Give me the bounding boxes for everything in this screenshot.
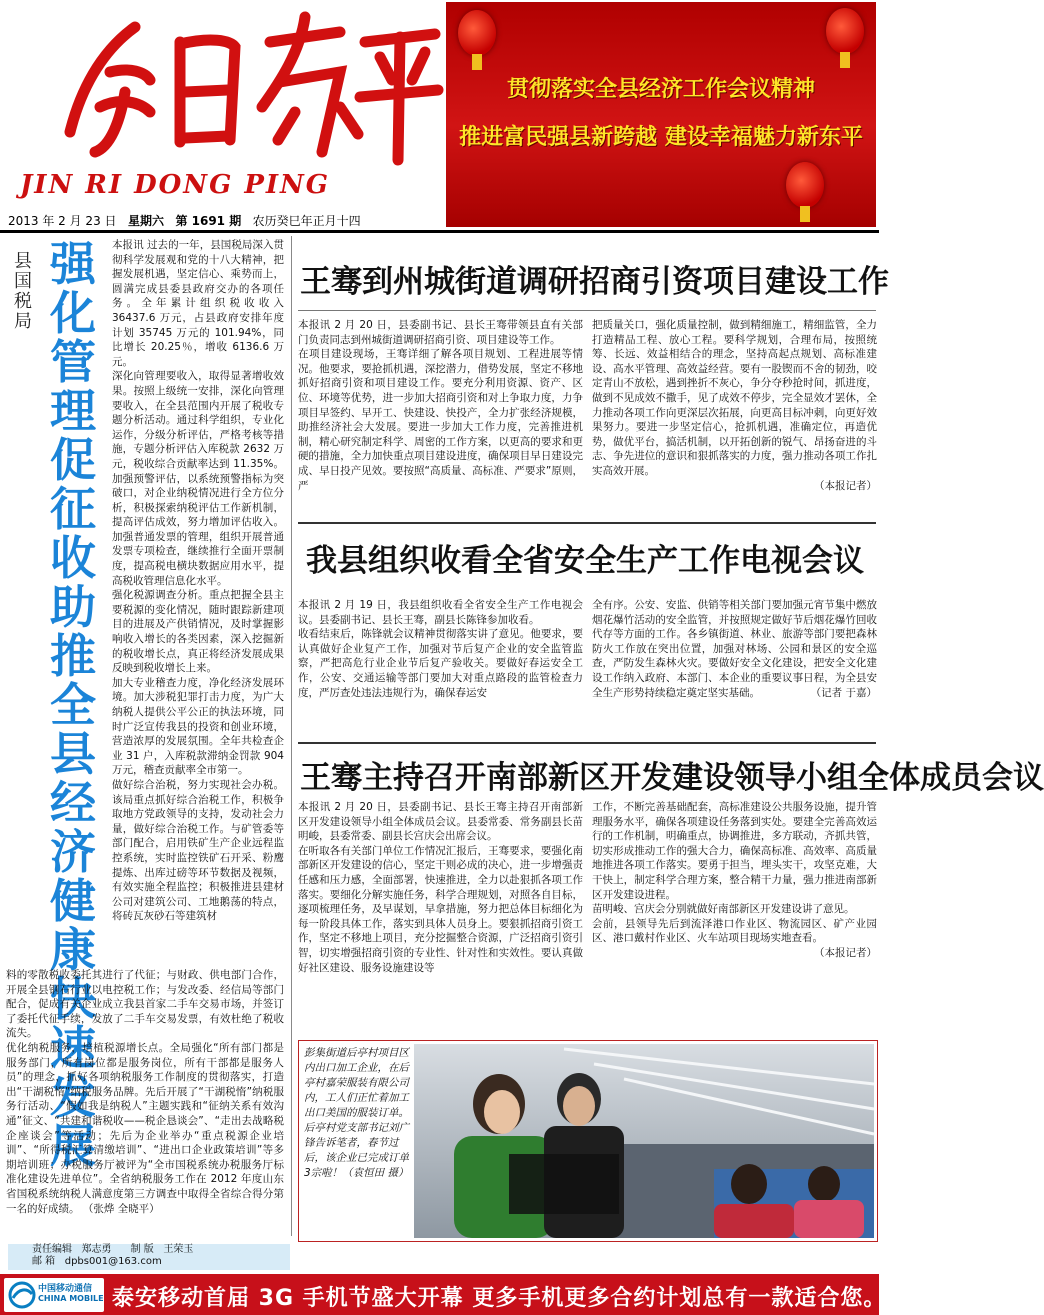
masthead-logo bbox=[40, 12, 440, 162]
article1-col-right bbox=[592, 318, 877, 514]
article1-col-left: 本报讯 2 月 20 日，县委副书记、县长王骞带领县直有关部门负责同志到州城街道调研招商引资、项目建设等工作。 在项目建设现场，王骞详细了解各项目规划、工程进展等情况。他要求，要抢抓机遇，深挖潜力，借势发展，坚定不移地抓好招商引资和项目建设工作。要充分利用资源、资产、区位、环境等优势，进一步加大招商引资和对上争取力度，力争项目早签约、早开工、快建设、快投产，全力扩张经济规模，助推经济社会大发展。要进一步加大工作力度，完善推进机制，精心研究制定科学、周密的工作方案，以更高的要求和更硬的措施，全力加快重点项目建设进度，确保项目早日建设完成、早日投产见效。要按照“高质量、高标准、严要求”原则，严 bbox=[298, 319, 583, 492]
lunar-date: 农历癸巳年正月十四 bbox=[252, 214, 361, 228]
article3-byline: （本报记者） bbox=[814, 946, 877, 959]
column-divider bbox=[291, 236, 292, 1236]
layout-name: 王荣玉 bbox=[163, 1244, 194, 1255]
divider bbox=[298, 522, 876, 524]
factory-workers-photo bbox=[414, 1044, 874, 1238]
side-body-top: 本报讯 过去的一年，县国税局深入贯彻科学发展观和党的十八大精神，把握发展机遇，坚定信心、乘势而上，圆满完成县委县政府交办的各项任务。全年累计组织税收收入 36437.6 万元，占县政府安排年度计划 35745 万元的 101.94%，同比增长 20.25％，增收 6136.6 万元。 深化向管理要收入，取得显著增收效果。按照上级统一安排，深化向管理要收入，在全县范围内开展了税收专题分析活动。通过科学组织，专业化运作，分级分析评估，严格考核等措施，专题分析评估入库税款 2632 万元，税收综合贡献率达到 11.35%。加强预警评估，以系统预警指标为突破口，对企业纳税情况进行全方位分析，积极探索纳税评估工作新机制，提高评估成效，努力增加评估收入。加强普通发票的管理，组织开展普通发票专项检查，继续推行全面开票制度，提高税电横块数据应用水平，提高税收管理信息化水平。 强化税源调查分析。重点把握全县主要税源的变化情况，随时跟踪新建项目的进展及产供销情况，及时掌握影响收入增长的各类因素，深入挖掘新的税收增长点，真正将经济发展成果反映到税收增长上来。 加大专业稽查力度，净化经济发展环境。加大涉税犯罪打击力度，为广大纳税人提供公平公正的执法环境，同时广泛宣传我县的投资和创业环境，营造浓厚的发展氛围。全年共检查企业 31 户，入库税款滞纳金罚款 904 万元，稽查贡献率全市第一。 做好综合治税，努力实现社会办税。该局重点抓好综合治税工作，积极争取地方党政领导的支持，发动社会力量，做好综合治税工作。与矿管委等部门配合，启用铁矿生产企业远程监控系统，实时监控铁矿石开采、粉鹰提炼、出库过磅等环节数据及视频，有效实施全程监控；积极推进县建材公司对建筑公司、工地鹅荡的特点，将砖瓦灰砂石等建筑材 bbox=[112, 239, 284, 923]
banner-line-1: 贯彻落实全县经济工作会议精神 bbox=[506, 77, 815, 102]
editors-box bbox=[8, 1244, 290, 1270]
calligraphy-logo-graphic bbox=[40, 12, 440, 162]
masthead-rule bbox=[0, 230, 879, 233]
lantern-icon bbox=[458, 10, 496, 56]
lantern-icon bbox=[786, 162, 824, 208]
divider bbox=[298, 742, 876, 744]
issue-weekday: 星期六 bbox=[127, 214, 164, 228]
email-label: 邮 箱 bbox=[32, 1256, 56, 1267]
masthead-pinyin: JIN RI DONG PING bbox=[20, 170, 331, 200]
china-mobile-cn: 中国移动通信 bbox=[38, 1284, 93, 1294]
editors-line-1 bbox=[32, 1244, 290, 1256]
article3-col-right-text: 工作，不断完善基础配套，高标准建设公共服务设施，提升管理服务水平，确保各项建设任务落到实处。要建全完善高效运行的工作机制，明确重点，协调推进，多方联动，齐抓共管，切实形成推动工作的强大合力，确保高标准、高效率、高质量地推进各项工作落实。要勇于担当，埋头实干，攻坚克难，大干快上，制定科学合理方案，整合精干力量，强力推进南部新区开发建设进程。 苗明峻、宫庆会分别就做好南部新区开发建设讲了意见。 会前，县领导先后到流泽港口作业区、物流园区、矿产业园区、港口戴村作业区、火车站项目现场实地查看。 bbox=[592, 801, 877, 945]
dateline bbox=[8, 212, 448, 229]
article1-headline: 王骞到州城街道调研招商引资项目建设工作 bbox=[300, 264, 889, 300]
article1-col-right-text: 把质量关口，强化质量控制，做到精细施工，精细监管，全力打造精品工程、放心工程。要科学规划，合理布局，按照统筹、长远、效益相结合的理念，坚持高起点规划、高标准建设、高水平管理、高效益经营。要有一股锲而不舍的韧劲，咬定青山不放松，遇到挫折不灰心，争分夺秒抢时间，抓进度，做到不见成效不撒手，见了成效不停步，完全显效才罢休，全力推动各项工作向更深层次拓展，向更高目标冲刺，向更好效果努力。要进一步坚定信心，抢抓机遇，准确定位，再造优势，做优平台，搞活机制，以开拓创新的锐气、昂扬奋进的斗志、争先进位的意识和狠抓落实的力度，强力推动各项工作扎实高效开展。 bbox=[592, 319, 877, 477]
divider bbox=[298, 310, 876, 311]
ad-text: 泰安移动首届 3G 手机节盛大开幕 更多手机更多合约计划总有一款适合您。 bbox=[112, 1286, 887, 1311]
email-value: dpbs001@163.com bbox=[64, 1256, 162, 1267]
editor-label: 责任编辑 bbox=[32, 1244, 72, 1255]
issue-date: 2013 年 2 月 23 日 bbox=[8, 214, 117, 228]
banner-line-2: 推进富民强县新跨越 建设幸福魅力新东平 bbox=[459, 125, 863, 150]
side-body-bottom: 料的零散税收委托其进行了代征；与财政、供电部门合作，开展全县钢石行业以电控税工作；与发改委、经信局等部门配合，促成有关企业成立我县首家二手车交易市场，并签订了委托代征手续，发放了二手车交易发票，有效杜绝了税收流失。 优化纳税服务，培植税源增长点。全局强化“所有部门都是服务部门，所有岗位都是服务岗位，所有干部都是服务人员”的理念，抓好各项纳税服务工作制度的贯彻落实，打造出“干湖税惰”纳税服务品牌。先后开展了“干湖税惰”纳税服务行活动、“假如我是纳税人”主题实践和“征纳关系有效沟通”征文、“共建和谐税收——税企恳谈会”、“走出去战略税企座谈会”等活动；先后为企业举办“重点税源企业培训”、“所得税汇算清缴培训”、“进出口企业政策培训”等多期培训班；办税服务厅被评为“全市国税系统办税服务厅标准化建设先进单位”。全省纳税服务工作在 2012 年度山东省国税系统纳税人满意度第三方调查中取得全省综合得分第一名的好成绩。 （张烨 全晓平） bbox=[6, 969, 284, 1215]
article2-col-left: 本报讯 2 月 19 日，我县组织收看全省安全生产工作电视会议。县委副书记、县长王骞，副县长陈锋参加收看。 收看结束后，陈锋就会议精神贯彻落实讲了意见。他要求，要认真做好企业复产工作，加强对节后复产企业的安全监管监察，严把高危行业企业节后复产验收关。要做好春运安全工作，公安、交通运输等部门要加大对重点路段的监管检查力度，严厉查处违法违规行为，确保春运安 bbox=[298, 599, 583, 699]
side-headline: 强化管理促征收 助推全县经济健康快速发展 bbox=[50, 237, 96, 1173]
photo-caption: 彭集街道后亭村项目区内出口加工企业，在后亭村嘉荣服装有限公司内，工人们正忙着加工出口美国的服装订单。后亭村党支部书记刘广锋告诉笔者，春节过后，该企业已完成订单3宗啦！（袁恒田 摄） bbox=[304, 1047, 409, 1179]
china-mobile-en: CHINA MOBILE bbox=[38, 1294, 104, 1303]
article3-headline: 王骞主持召开南部新区开发建设领导小组全体成员会议 bbox=[300, 760, 1044, 796]
article2-col-right-text: 全有序。公安、安监、供销等相关部门要加强元宵节集中燃放烟花爆竹活动的安全监管，并按照规定做好节后烟花爆竹回收代存等方面的工作。各乡镇街道、林业、旅游等部门要把森林防火工作放在突出位置，加强对林场、公园和景区的安全巡查，严防发生森林火灾。要做好安全文化建设，把安全文化建设工作纳入政府、本部门、本企业的重要议事日程，为全县安全生产形势持续稳定奠定坚实基础。 bbox=[592, 599, 877, 699]
china-mobile-icon bbox=[7, 1280, 37, 1310]
side-section-tag: 县国税局 bbox=[14, 251, 32, 332]
factory-photo-graphic bbox=[414, 1044, 874, 1238]
layout-label: 制 版 bbox=[130, 1244, 154, 1255]
lantern-icon bbox=[826, 8, 864, 54]
article3-col-right bbox=[592, 800, 877, 1020]
banner bbox=[446, 2, 876, 227]
article2-headline: 我县组织收看全省安全生产工作电视会议 bbox=[306, 543, 864, 579]
issue-number: 第 1691 期 bbox=[175, 214, 242, 228]
article2-col-right bbox=[592, 598, 877, 738]
editor-name: 郑志勇 bbox=[81, 1244, 112, 1255]
article2-byline: （记者 于嘉） bbox=[810, 686, 877, 699]
editors-line-2 bbox=[32, 1256, 290, 1268]
article1-byline: （本报记者） bbox=[814, 479, 877, 492]
article3-col-left: 本报讯 2 月 20 日，县委副书记、县长王骞主持召开南部新区开发建设领导小组全体成员会议。县委常委、常务副县长苗明峻，县委常委、副县长宫庆会出席会议。 在听取各有关部门单位工作情况汇报后，王骞要求，要强化南部新区开发建设的信心，坚定干则必成的决心，进一步增强责任感和压力感，全面部署，快速推进，全力以赴狠抓各项工作落实。要细化分解实施任务，科学合理规划，对照各自目标，逐项梳理任务，及早谋划，早拿措施，努力把总体目标细化为每一阶段具体工作，落实到具体人员身上。要狠抓招商引资工作，坚定不移地上项目，充分挖掘整合资源，广泛招商引资引智，切实增强招商引资的专业性、针对性和实效性。要认真做好社区建设、服务设施建设等 bbox=[298, 801, 583, 974]
china-mobile-logo bbox=[4, 1278, 104, 1312]
